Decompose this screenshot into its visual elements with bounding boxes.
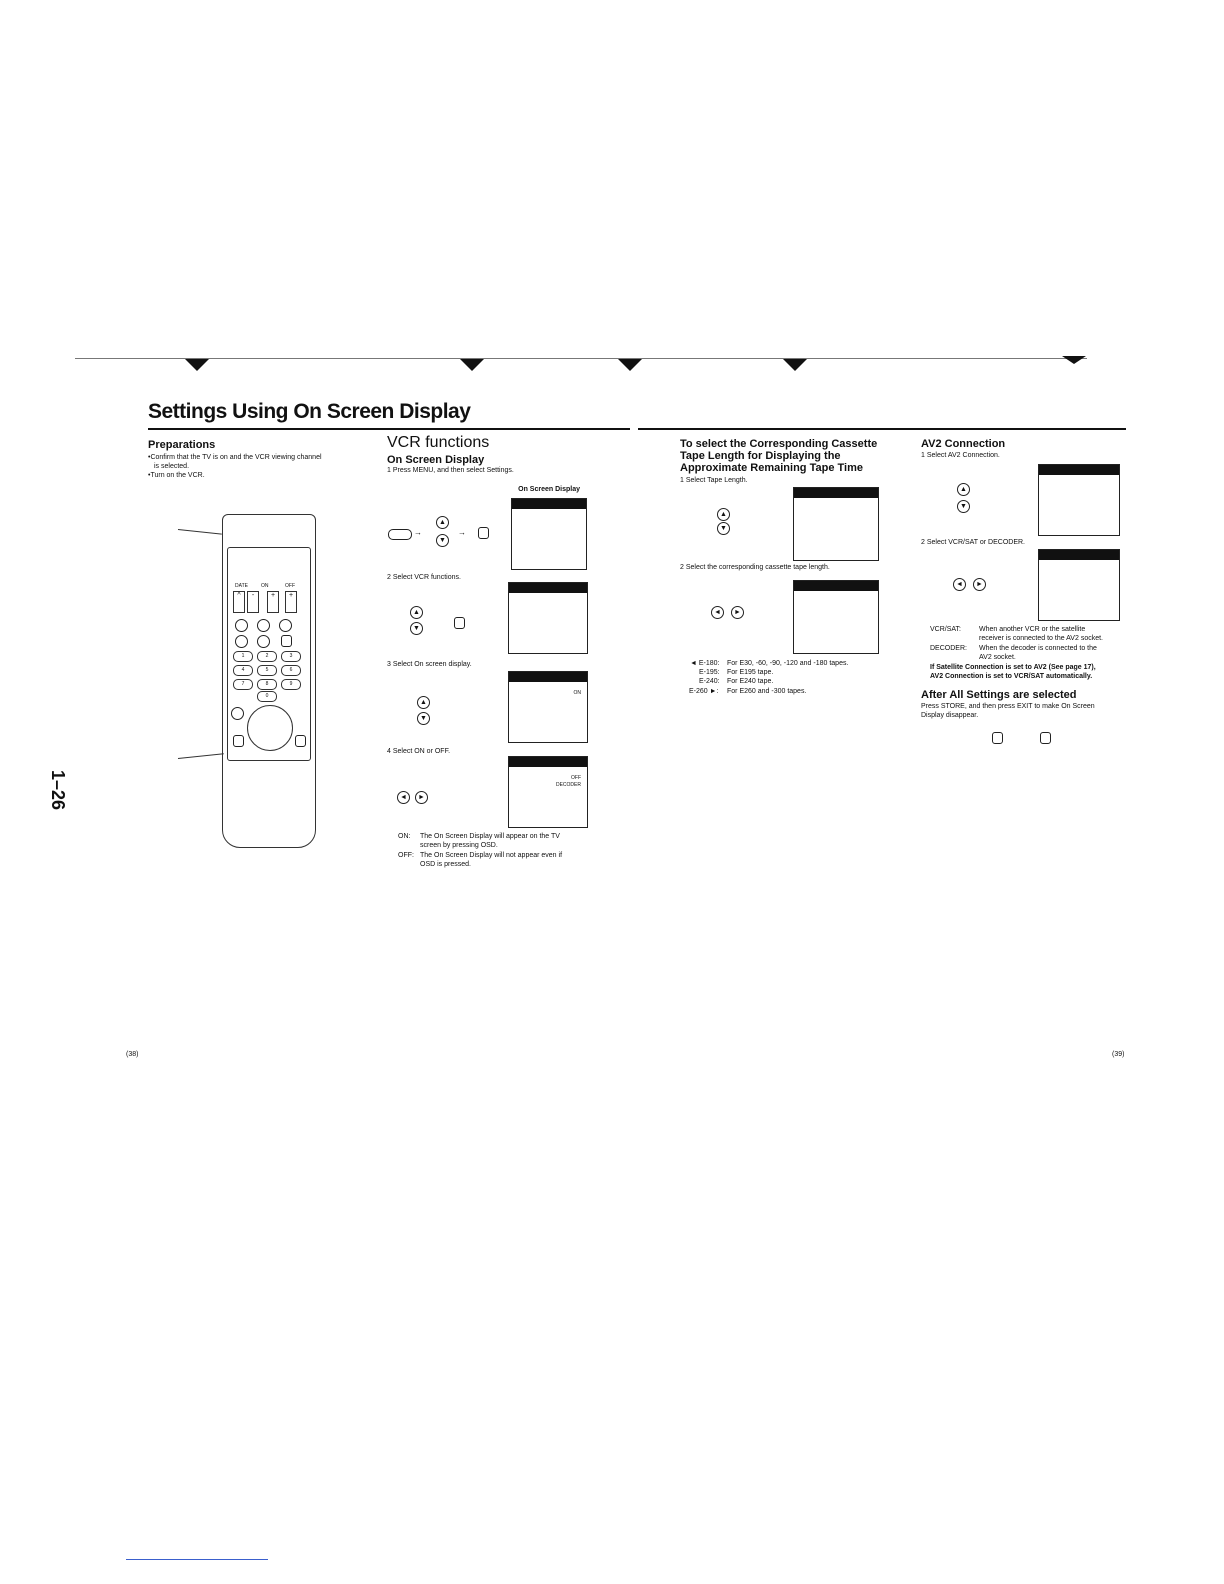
remote-control-illustration — [222, 514, 316, 848]
on-text-1: The On Screen Display will appear on the TV — [420, 833, 560, 840]
left-button-icon: ◄ — [953, 578, 966, 591]
tape-row-label-3: E-240: — [699, 678, 720, 685]
osd-value-decoder: DECODER — [555, 782, 581, 788]
tape-row-label-1: ◄ E-180: — [690, 660, 720, 667]
off-label: OFF: — [398, 852, 414, 859]
vcrsat-label: VCR/SAT: — [930, 626, 961, 633]
decoder-text-2: AV2 socket. — [979, 654, 1016, 661]
left-button-icon: ◄ — [397, 791, 410, 804]
side-page-label: 1–26 — [48, 770, 68, 811]
osd-value-on: ON — [573, 690, 581, 696]
down-button-icon: ▼ — [410, 622, 423, 635]
vcr-step-4: 4 Select ON or OFF. — [387, 748, 451, 755]
exit-button-icon — [1040, 732, 1051, 744]
remote-round-button — [279, 619, 292, 632]
up-button-icon: ▲ — [417, 696, 430, 709]
marker-5 — [1062, 356, 1086, 364]
page-title: Settings Using On Screen Display — [148, 400, 471, 423]
tape-heading-1: To select the Corresponding Cassette — [680, 438, 878, 450]
osd-title-bar — [509, 757, 587, 767]
on-label: ON: — [398, 833, 411, 840]
remote-key-0: 0 — [257, 691, 277, 702]
osd-title-bar — [509, 672, 587, 682]
page-number-right: (39) — [1112, 1051, 1125, 1058]
up-button-icon: ▲ — [957, 483, 970, 496]
top-decorative-rule — [75, 358, 1087, 359]
osd-title-bar — [512, 499, 586, 509]
remote-up-key: ^ — [233, 591, 245, 613]
tape-row-text-2: For E195 tape. — [727, 669, 774, 676]
marker-1 — [185, 359, 209, 371]
tape-heading-2: Tape Length for Displaying the — [680, 450, 841, 462]
remote-pointer-line-1 — [178, 529, 222, 535]
tape-row-text-1: For E30, -60, -90, -120 and -180 tapes. — [727, 660, 849, 667]
remote-key-3: 3 — [281, 651, 301, 662]
down-button-icon: ▼ — [957, 500, 970, 513]
av2-step-1: 1 Select AV2 Connection. — [921, 452, 1000, 459]
osd-screen-tape-1 — [793, 487, 879, 561]
right-button-icon: ► — [731, 606, 744, 619]
remote-label-on: ON — [261, 583, 269, 589]
osd-screen-2 — [508, 582, 588, 654]
marker-4 — [783, 359, 807, 371]
arrow-icon: → — [414, 528, 422, 537]
remote-square-button — [233, 735, 244, 747]
osd-title-bar — [1039, 550, 1119, 560]
av2-heading: AV2 Connection — [921, 438, 1006, 450]
title-rule-right — [638, 428, 1126, 430]
tape-row-text-3: For E240 tape. — [727, 678, 774, 685]
vcr-step-2: 2 Select VCR functions. — [387, 574, 461, 581]
page-number-left: (38) — [126, 1051, 139, 1058]
tape-row-label-4: E-260 ►: — [689, 688, 719, 695]
preparations-item-2: is selected. — [154, 463, 190, 470]
remote-key-4: 4 — [233, 665, 253, 676]
vcr-functions-subheading: On Screen Display — [387, 454, 485, 466]
preparations-item-1: •Confirm that the TV is on and the VCR viewing channel — [148, 454, 322, 461]
vcrsat-text-2: receiver is connected to the AV2 socket. — [979, 635, 1103, 642]
remote-key-2: 2 — [257, 651, 277, 662]
off-text-1: The On Screen Display will not appear even if — [420, 852, 563, 859]
right-button-icon: ► — [415, 791, 428, 804]
decoder-label: DECODER: — [930, 645, 967, 652]
remote-key-6: 6 — [281, 665, 301, 676]
osd-title-bar — [794, 581, 878, 591]
remote-pointer-line-2 — [178, 753, 224, 759]
osd-screen-av2-2 — [1038, 549, 1120, 621]
tape-step-2: 2 Select the corresponding cassette tape length. — [680, 564, 830, 571]
decoder-text-1: When the decoder is connected to the — [979, 645, 1097, 652]
tape-row-text-4: For E260 and -300 tapes. — [727, 688, 807, 695]
on-text-2: screen by pressing OSD. — [420, 842, 498, 849]
down-button-icon: ▼ — [436, 534, 449, 547]
vcrsat-text-1: When another VCR or the satellite — [979, 626, 1086, 633]
vcr-step-1: 1 Press MENU, and then select Settings. — [387, 467, 514, 474]
remote-key-5: 5 — [257, 665, 277, 676]
after-settings-heading: After All Settings are selected — [921, 689, 1077, 701]
left-button-icon: ◄ — [711, 606, 724, 619]
preparations-item-3: •Turn on the VCR. — [148, 472, 205, 479]
remote-round-button — [231, 707, 244, 720]
remote-minus-key: - — [247, 591, 259, 613]
title-rule-left — [148, 428, 630, 430]
remote-label-off: OFF — [285, 583, 295, 589]
after-settings-text-1: Press STORE, and then press EXIT to make On Screen — [921, 703, 1095, 710]
av2-note-2: AV2 Connection is set to VCR/SAT automatically. — [930, 673, 1093, 680]
down-button-icon: ▼ — [717, 522, 730, 535]
osd-caption: On Screen Display — [518, 486, 580, 493]
osd-title-bar — [794, 488, 878, 498]
remote-label-date: DATE — [235, 583, 248, 589]
remote-square-button — [295, 735, 306, 747]
remote-plus-key: + — [267, 591, 279, 613]
arrow-icon: → — [458, 528, 466, 537]
remote-direction-pad — [247, 705, 293, 751]
tape-heading-3: Approximate Remaining Tape Time — [680, 462, 863, 474]
osd-title-bar — [509, 583, 587, 593]
osd-value-off: OFF — [571, 775, 581, 781]
footnote-rule — [126, 1559, 268, 1560]
up-button-icon: ▲ — [410, 606, 423, 619]
osd-screen-1 — [511, 498, 587, 570]
right-button-icon: ► — [973, 578, 986, 591]
remote-key-9: 9 — [281, 679, 301, 690]
preparations-heading: Preparations — [148, 439, 216, 451]
osd-screen-4 — [508, 756, 588, 828]
remote-square-button — [281, 635, 292, 647]
marker-3 — [618, 359, 642, 371]
remote-key-7: 7 — [233, 679, 253, 690]
store-button-icon — [454, 617, 465, 629]
store-button-icon — [478, 527, 489, 539]
up-button-icon: ▲ — [717, 508, 730, 521]
osd-screen-av2-1 — [1038, 464, 1120, 536]
down-button-icon: ▼ — [417, 712, 430, 725]
off-text-2: OSD is pressed. — [420, 861, 471, 868]
remote-round-button — [235, 619, 248, 632]
remote-plus-key-2: + — [285, 591, 297, 613]
up-button-icon: ▲ — [436, 516, 449, 529]
osd-screen-3 — [508, 671, 588, 743]
vcr-functions-heading: VCR functions — [387, 434, 490, 451]
tape-row-label-2: E-195: — [699, 669, 720, 676]
remote-round-button — [235, 635, 248, 648]
remote-round-button — [257, 619, 270, 632]
osd-screen-tape-2 — [793, 580, 879, 654]
menu-button-icon — [388, 529, 412, 540]
marker-2 — [460, 359, 484, 371]
remote-round-button — [257, 635, 270, 648]
tape-step-1: 1 Select Tape Length. — [680, 477, 748, 484]
after-settings-text-2: Display disappear. — [921, 712, 979, 719]
osd-title-bar — [1039, 465, 1119, 475]
vcr-step-3: 3 Select On screen display. — [387, 661, 472, 668]
av2-note-1: If Satellite Connection is set to AV2 (See page 17), — [930, 664, 1096, 671]
remote-key-8: 8 — [257, 679, 277, 690]
av2-step-2: 2 Select VCR/SAT or DECODER. — [921, 539, 1025, 546]
remote-key-1: 1 — [233, 651, 253, 662]
store-button-icon — [992, 732, 1003, 744]
